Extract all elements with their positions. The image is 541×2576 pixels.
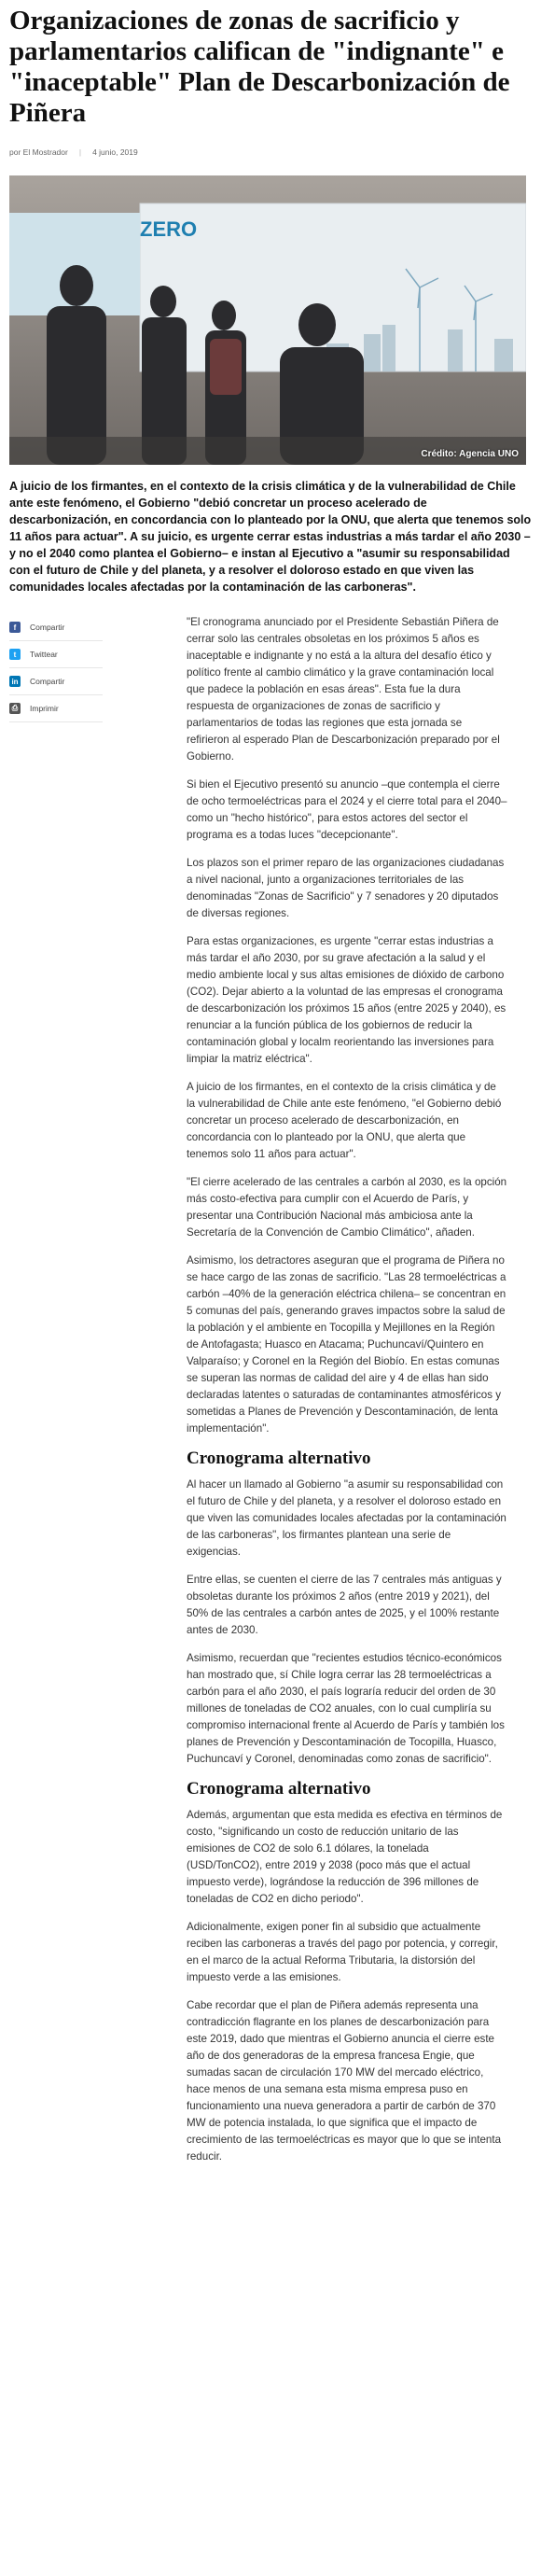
article-meta	[9, 147, 532, 157]
facebook-icon: f	[9, 622, 21, 633]
body-paragraph: "El cronograma anunciado por el Presidente Sebastián Piñera de cerrar solo las centrales obsoletas en los próximos 5 años es inaceptable e indignante y no está a la altura del desafío ético y político frente al cambio climático y la grave contaminación local que padece la población en esas áreas". Esta fue la dura respuesta de organizaciones de zonas de sacrificio y parlamentarios de todas las regiones que esta jornada se refirieron al esperado Plan de Descarbonización preparado por el Gobierno.	[187, 616, 500, 763]
body-paragraph: Entre ellas, se cuenten el cierre de las 7 centrales más antiguas y obsoletas durante los próximos 2 años (entre 2019 y 2021), del 50% de las centrales a carbón antes de 2025, y el 100% restante antes de 2030.	[187, 1574, 502, 1636]
hero-image	[9, 175, 526, 465]
body-paragraph: "El cierre acelerado de las centrales a carbón al 2030, es la opción más costo-efectiva para cumplir con el Acuerdo de París, y presentar una Contribución Nacional más ambiciosa ante la Secretaría de la Convención de Cambio Climático", añaden.	[187, 1176, 507, 1239]
body-paragraph: Al hacer un llamado al Gobierno "a asumir su responsabilidad con el futuro de Chile y del planeta, y a resolver el doloroso estado en que viven las comunidades locales afectadas por la contaminación de las carboneras", los firmantes plantean una serie de exigencias.	[187, 1478, 506, 1558]
share-facebook-button[interactable]	[9, 614, 103, 641]
body-paragraph: Los plazos son el primer reparo de las organizaciones ciudadanas a nivel nacional, junto a organizaciones territoriales de las denominadas "Zonas de Sacrificio" y 7 senadores y 20 diputados de diversas regiones.	[187, 857, 505, 919]
body-paragraph: Asimismo, recuerdan que "recientes estudios técnico-económicos han mostrado que, sí Chile logra cerrar las 28 termoeléctricas a carbón para el año 2030, el país lograría reducir del orden de 30 millones de toneladas de CO2 anuales, con lo cual cumpliría su compromiso internacional frente al Acuerdo de París y también los planes de Prevención y Descontaminación de Tocopilla, Huasco, Puchuncaví y Coronel, denominadas como zonas de sacrificio".	[187, 1652, 505, 1765]
share-sidebar	[9, 614, 187, 2177]
body-paragraph: Además, argumentan que esta medida es efectiva en términos de costo, "significando un costo de reducción unitario de las emisiones de CO2 de solo 6.1 dólares, la tonelada (USD/TonCO2), entre 2019 y 2038 (poco más que el actual impuesto verde), lográndose la reducción de 396 millones de toneladas de CO2 en dicho periodo".	[187, 1809, 503, 1905]
hero-photo-illustration	[9, 175, 526, 465]
body-paragraph: Para estas organizaciones, es urgente "cerrar estas industrias a más tardar el año 2030, por su grave afectación a la salud y el medio ambiente local y sus altas emisiones de dióxido de carbono (CO2). Dejar abierto a la voluntad de las empresas el cronograma de descarbonización los próximos 15 años (entre 2025 y 2040), es renunciar a la función pública de los gobiernos de reducir la contaminación global y localm reorientando las inversiones para limpiar la matriz eléctrica".	[187, 935, 506, 1065]
section-heading: Cronograma alternativo	[187, 1449, 371, 1468]
image-credit: Crédito: Agencia UNO	[421, 449, 519, 459]
banner-zero-text: ZERO	[140, 217, 198, 241]
article-body	[187, 614, 507, 2177]
article-page	[0, 6, 541, 2177]
share-facebook-label: Compartir	[30, 623, 65, 632]
meta-divider: |	[78, 147, 82, 157]
share-linkedin-label: Compartir	[30, 677, 65, 686]
linkedin-icon: in	[9, 676, 21, 687]
body-paragraph: Adicionalmente, exigen poner fin al subsidio que actualmente reciben las carboneras a través del pago por potencia, y corregir, en el marco de la actual Reforma Tributaria, la distorsión del impuesto verde a las emisiones.	[187, 1921, 498, 1983]
article-date: 4 junio, 2019	[92, 147, 138, 157]
body-paragraph: A juicio de los firmantes, en el contexto de la crisis climática y de la vulnerabilidad de Chile ante este fenómeno, "el Gobierno debió concretar un proceso acelerado de descarbonización, en concordancia con lo planteado por la ONU, que alerta que tenemos solo 11 años para actuar".	[187, 1081, 502, 1160]
twitter-icon: t	[9, 649, 21, 660]
body-paragraph: Cabe recordar que el plan de Piñera además representa una contradicción flagrante en los planes de descarbonización para este 2019, dado que mientras el Gobierno anuncia el cierre este año de dos generadoras de la empresa francesa Engie, que sumadas sacan de circulación 170 MW del mercado eléctrico, hace menos de una semana esta misma empresa puso en funcionamiento una nueva generadora a partir de carbón de 370 MW de potencia instalada, lo que significa que el impacto de crecimiento de las termoeléctricas es mayor que lo que se intenta reducir.	[187, 1999, 502, 2163]
body-paragraph: Asimismo, los detractores aseguran que el programa de Piñera no se hace cargo de las zonas de sacrificio. "Las 28 termoeléctricas a carbón –40% de la generación eléctrica chilena– se concentran en 5 comunas del país, generando graves impactos sobre la salud de la población y el ambiente en Tocopilla y Mejillones en la Región de Antofagasta; Huasco en Atacama; Puchuncaví/Quintero en Valparaíso; y Coronel en la Región del Biobío. En estas comunas se superan las normas de calidad del aire y 4 de ellas han sido declaradas latentes o saturadas de contaminantes atmosféricos y sometidas a Planes de Prevención y Descontaminación, de lenta implementación".	[187, 1254, 506, 1435]
print-button[interactable]	[9, 695, 103, 722]
article-lead: A juicio de los firmantes, en el contexto de la crisis climática y de la vulnerabilidad de Chile ante este fenómeno, el Gobierno "debió concretar un proceso acelerado de descarbonización, en concordancia con lo planteado por la ONU, que alerta que tenemos solo 11 años para actuar". A su juicio, es urgente cerrar estas industrias a más tardar el año 2030 –y no el 2040 como plantea el Gobierno– e instan al Ejecutivo a "asumir su responsabilidad con el futuro de Chile y del planeta, y a resolver el doloroso estado en que viven las comunidades locales afectadas por la contaminación de las carboneras".	[9, 480, 532, 594]
share-linkedin-button[interactable]	[9, 668, 103, 695]
print-label: Imprimir	[30, 704, 59, 713]
share-twitter-label: Twittear	[30, 650, 58, 659]
body-paragraph: Si bien el Ejecutivo presentó su anuncio –que contempla el cierre de ocho termoeléctricas para el 2024 y el cierre total para el 2040– como un "hecho histórico", para estos actores del sector el programa es a todas luces "decepcionante".	[187, 778, 507, 841]
article-author[interactable]: por El Mostrador	[9, 147, 68, 157]
article-content	[9, 614, 532, 2177]
share-twitter-button[interactable]	[9, 641, 103, 668]
section-heading: Cronograma alternativo	[187, 1779, 371, 1799]
print-icon: ⎙	[9, 703, 21, 714]
article-headline: Organizaciones de zonas de sacrificio y parlamentarios califican de "indignante" e "inaceptable" Plan de Descarbonización de Piñera	[9, 6, 510, 128]
